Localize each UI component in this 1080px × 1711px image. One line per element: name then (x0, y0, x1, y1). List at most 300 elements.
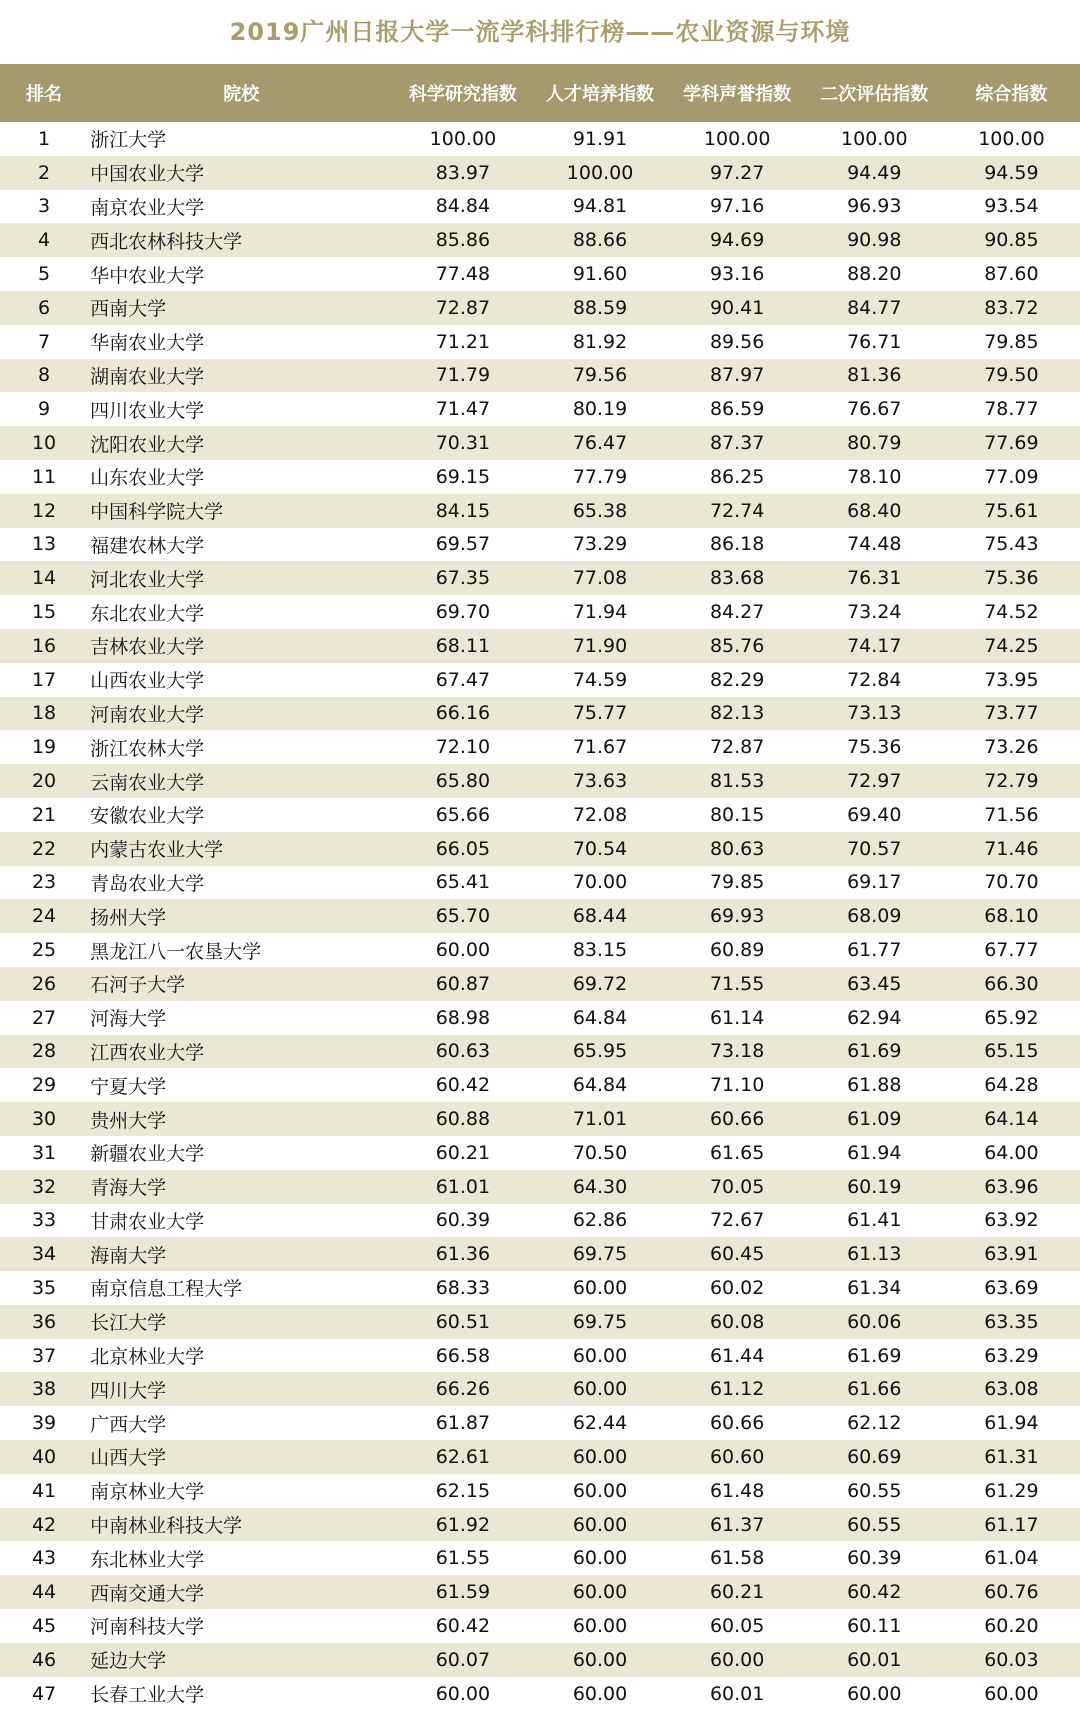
research-cell: 71.47 (435, 398, 491, 421)
school-cell: 扬州大学 (90, 906, 167, 929)
talent-cell: 60.00 (572, 1276, 628, 1299)
overall-cell: 74.52 (984, 601, 1039, 624)
reputation-cell: 85.76 (709, 634, 765, 657)
reputation-cell: 80.63 (709, 837, 765, 860)
rank-cell: 47 (31, 1682, 57, 1705)
overall-cell: 74.25 (984, 634, 1039, 657)
overall-cell: 79.85 (984, 330, 1039, 353)
overall-cell: 61.29 (984, 1479, 1039, 1502)
reputation-cell: 71.55 (709, 972, 765, 995)
rank-cell: 17 (31, 668, 57, 691)
research-cell: 100.00 (429, 127, 497, 150)
research-cell: 60.21 (435, 1141, 491, 1164)
talent-cell: 64.30 (572, 1175, 628, 1198)
research-cell: 65.41 (435, 871, 491, 894)
research-cell: 61.59 (435, 1581, 491, 1604)
school-cell: 吉林农业大学 (90, 636, 205, 659)
school-cell: 青海大学 (90, 1177, 167, 1200)
research-cell: 67.35 (435, 567, 491, 590)
overall-cell: 71.46 (984, 837, 1039, 860)
table-row (0, 156, 1080, 190)
table-row (0, 663, 1080, 697)
rank-cell: 18 (31, 702, 57, 725)
overall-cell: 61.17 (984, 1513, 1039, 1536)
rank-cell: 28 (31, 1040, 57, 1063)
table-row (0, 764, 1080, 798)
talent-cell: 77.79 (572, 465, 628, 488)
overall-cell: 63.35 (984, 1310, 1039, 1333)
secondary-eval-cell: 60.55 (847, 1479, 902, 1502)
reputation-cell: 61.58 (709, 1547, 765, 1570)
research-cell: 71.21 (435, 330, 491, 353)
overall-cell: 61.31 (984, 1445, 1039, 1468)
overall-cell: 73.77 (984, 702, 1039, 725)
talent-cell: 69.75 (572, 1243, 628, 1266)
rank-cell: 27 (31, 1006, 57, 1029)
reputation-cell: 60.66 (709, 1108, 765, 1130)
research-cell: 61.55 (435, 1547, 491, 1570)
secondary-eval-cell: 61.77 (847, 939, 902, 962)
research-cell: 61.01 (435, 1175, 491, 1198)
talent-cell: 62.86 (572, 1209, 628, 1232)
talent-cell: 70.54 (572, 837, 628, 860)
secondary-eval-cell: 76.67 (847, 398, 902, 421)
research-cell: 68.98 (435, 1006, 491, 1029)
table-row (0, 392, 1080, 426)
secondary-eval-cell: 84.77 (847, 296, 902, 319)
secondary-eval-cell: 63.45 (847, 972, 902, 995)
research-cell: 70.31 (435, 432, 491, 455)
talent-cell: 88.66 (572, 229, 628, 252)
research-cell: 61.92 (435, 1513, 491, 1536)
talent-cell: 71.67 (572, 736, 628, 759)
rank-cell: 41 (31, 1479, 57, 1502)
school-cell: 青岛农业大学 (90, 872, 205, 895)
table-row (0, 122, 1080, 156)
school-cell: 东北林业大学 (90, 1548, 205, 1571)
table-row (0, 223, 1080, 257)
talent-cell: 77.08 (572, 567, 628, 590)
talent-cell: 64.84 (572, 1074, 628, 1097)
secondary-eval-cell: 81.36 (847, 364, 902, 387)
research-cell: 60.88 (435, 1108, 491, 1130)
rank-cell: 25 (31, 939, 57, 962)
research-cell: 60.07 (435, 1648, 491, 1671)
school-cell: 西南大学 (90, 298, 167, 321)
overall-cell: 60.76 (984, 1581, 1039, 1604)
overall-cell: 64.00 (984, 1141, 1039, 1164)
school-cell: 长江大学 (90, 1312, 167, 1335)
reputation-cell: 72.67 (709, 1209, 765, 1232)
school-cell: 山西大学 (90, 1447, 167, 1470)
talent-cell: 69.75 (572, 1310, 628, 1333)
secondary-eval-cell: 70.57 (847, 837, 902, 860)
school-cell: 西北农林科技大学 (90, 230, 243, 253)
talent-cell: 79.56 (572, 364, 628, 387)
secondary-eval-cell: 75.36 (847, 736, 902, 759)
overall-cell: 72.79 (984, 770, 1039, 793)
table-row (0, 1508, 1080, 1542)
secondary-eval-cell: 60.42 (847, 1581, 902, 1604)
reputation-cell: 79.85 (709, 871, 765, 894)
rank-cell: 26 (31, 972, 57, 995)
overall-cell: 61.94 (984, 1412, 1039, 1435)
overall-cell: 64.14 (984, 1108, 1039, 1130)
talent-cell: 60.00 (572, 1513, 628, 1536)
reputation-cell: 60.45 (709, 1243, 765, 1266)
school-cell: 贵州大学 (90, 1109, 167, 1132)
research-cell: 61.87 (435, 1412, 491, 1435)
secondary-eval-cell: 61.13 (847, 1243, 902, 1266)
rank-cell: 30 (31, 1108, 57, 1130)
table-row (0, 460, 1080, 494)
research-cell: 69.15 (435, 465, 491, 488)
overall-cell: 100.00 (978, 127, 1045, 150)
rank-cell: 14 (31, 567, 57, 590)
reputation-cell: 70.05 (709, 1175, 765, 1198)
ranking-table (0, 64, 1080, 1710)
talent-cell: 81.92 (572, 330, 628, 353)
rank-cell: 34 (31, 1243, 57, 1266)
table-row (0, 1406, 1080, 1440)
overall-cell: 63.29 (984, 1344, 1039, 1367)
table-row (0, 1474, 1080, 1508)
talent-cell: 65.95 (572, 1040, 628, 1063)
table-row (0, 1001, 1080, 1035)
overall-cell: 63.91 (984, 1243, 1039, 1266)
table-row (0, 1068, 1080, 1102)
overall-cell: 94.59 (984, 161, 1039, 184)
rank-cell: 39 (31, 1412, 57, 1435)
talent-cell: 75.77 (572, 702, 628, 725)
secondary-eval-cell: 60.06 (847, 1310, 902, 1333)
research-cell: 60.00 (435, 939, 491, 962)
school-cell: 中国科学院大学 (90, 501, 224, 524)
research-cell: 60.42 (435, 1614, 491, 1637)
rank-cell: 21 (31, 803, 57, 826)
research-cell: 62.61 (435, 1445, 491, 1468)
talent-cell: 60.00 (572, 1682, 628, 1705)
table-row (0, 1102, 1080, 1136)
reputation-cell: 60.00 (709, 1648, 765, 1671)
school-cell: 长春工业大学 (90, 1684, 205, 1707)
research-cell: 65.66 (435, 803, 491, 826)
secondary-eval-cell: 61.09 (847, 1108, 902, 1130)
rank-cell: 12 (31, 499, 57, 522)
secondary-eval-cell: 96.93 (847, 195, 902, 218)
school-cell: 四川农业大学 (90, 399, 205, 422)
school-cell: 云南农业大学 (90, 771, 205, 794)
school-cell: 江西农业大学 (90, 1041, 205, 1064)
rank-cell: 4 (37, 229, 51, 252)
overall-cell: 66.30 (984, 972, 1039, 995)
secondary-eval-cell: 76.71 (847, 330, 902, 353)
research-cell: 72.87 (435, 296, 491, 319)
talent-cell: 73.63 (572, 770, 628, 793)
reputation-cell: 60.01 (709, 1682, 765, 1705)
research-cell: 60.51 (435, 1310, 491, 1333)
talent-cell: 68.44 (572, 905, 628, 928)
rank-cell: 36 (31, 1310, 57, 1333)
rank-cell: 7 (37, 330, 51, 353)
school-cell: 华南农业大学 (90, 332, 205, 355)
reputation-cell: 61.48 (709, 1479, 765, 1502)
reputation-cell: 86.59 (709, 398, 765, 421)
table-header (0, 64, 1080, 122)
table-row (0, 1136, 1080, 1170)
rank-cell: 13 (31, 533, 57, 556)
research-cell: 60.39 (435, 1209, 491, 1232)
secondary-eval-cell: 60.01 (847, 1648, 902, 1671)
research-cell: 67.47 (435, 668, 491, 691)
header-research-index: 科学研究指数 (408, 84, 517, 105)
school-cell: 延边大学 (90, 1650, 167, 1673)
table-row (0, 1237, 1080, 1271)
reputation-cell: 72.74 (709, 499, 765, 522)
school-cell: 福建农林大学 (90, 534, 205, 557)
school-cell: 西南交通大学 (90, 1582, 205, 1605)
research-cell: 60.63 (435, 1040, 491, 1063)
table-row (0, 1204, 1080, 1238)
school-cell: 内蒙古农业大学 (90, 839, 224, 862)
research-cell: 66.16 (435, 702, 491, 725)
secondary-eval-cell: 61.94 (847, 1141, 902, 1164)
reputation-cell: 72.87 (709, 736, 765, 759)
overall-cell: 63.08 (984, 1378, 1039, 1401)
school-cell: 河海大学 (90, 1008, 167, 1031)
secondary-eval-cell: 73.24 (847, 601, 902, 624)
secondary-eval-cell: 73.13 (847, 702, 902, 725)
school-cell: 华中农业大学 (90, 264, 205, 287)
reputation-cell: 71.10 (709, 1074, 765, 1097)
header-row (0, 64, 1080, 122)
research-cell: 85.86 (435, 229, 491, 252)
reputation-cell: 60.66 (709, 1412, 765, 1435)
table-row (0, 798, 1080, 832)
table-row (0, 967, 1080, 1001)
table-body (0, 122, 1080, 1710)
rank-cell: 42 (31, 1513, 57, 1536)
overall-cell: 73.26 (984, 736, 1039, 759)
table-row (0, 1170, 1080, 1204)
talent-cell: 91.91 (572, 127, 628, 150)
reputation-cell: 93.16 (709, 263, 765, 286)
secondary-eval-cell: 68.40 (847, 499, 902, 522)
school-cell: 中国农业大学 (90, 163, 205, 186)
reputation-cell: 83.68 (709, 567, 765, 590)
table-row (0, 1541, 1080, 1575)
rank-cell: 5 (37, 263, 51, 286)
overall-cell: 78.77 (984, 398, 1039, 421)
research-cell: 60.00 (435, 1682, 491, 1705)
overall-cell: 75.61 (984, 499, 1039, 522)
reputation-cell: 86.18 (709, 533, 765, 556)
school-cell: 北京林业大学 (90, 1346, 205, 1369)
reputation-cell: 89.56 (709, 330, 765, 353)
overall-cell: 73.95 (984, 668, 1039, 691)
secondary-eval-cell: 90.98 (847, 229, 902, 252)
secondary-eval-cell: 62.94 (847, 1006, 902, 1029)
school-cell: 宁夏大学 (90, 1075, 167, 1098)
rank-cell: 11 (31, 465, 57, 488)
table-row (0, 1643, 1080, 1677)
table-row (0, 494, 1080, 528)
table-row (0, 190, 1080, 224)
secondary-eval-cell: 94.49 (847, 161, 902, 184)
talent-cell: 76.47 (572, 432, 628, 455)
reputation-cell: 87.37 (709, 432, 765, 455)
talent-cell: 60.00 (572, 1378, 628, 1401)
table-row (0, 595, 1080, 629)
rank-cell: 37 (31, 1344, 57, 1367)
reputation-cell: 84.27 (709, 601, 765, 624)
page-title: 2019广州日报大学一流学科排行榜——农业资源与环境 (229, 18, 851, 46)
rank-cell: 40 (31, 1445, 57, 1468)
school-cell: 湖南农业大学 (90, 365, 205, 388)
talent-cell: 70.50 (572, 1141, 628, 1164)
header-talent-index: 人才培养指数 (546, 84, 655, 105)
school-cell: 沈阳农业大学 (90, 433, 205, 456)
header-rank: 排名 (26, 84, 63, 105)
overall-cell: 63.96 (984, 1175, 1039, 1198)
table-row (0, 1271, 1080, 1305)
school-cell: 南京林业大学 (90, 1481, 205, 1504)
overall-cell: 60.00 (984, 1682, 1039, 1705)
header-school: 院校 (223, 84, 260, 105)
secondary-eval-cell: 72.84 (847, 668, 902, 691)
rank-cell: 19 (31, 736, 57, 759)
overall-cell: 71.56 (984, 803, 1039, 826)
secondary-eval-cell: 61.69 (847, 1344, 902, 1367)
secondary-eval-cell: 78.10 (847, 465, 902, 488)
reputation-cell: 61.14 (709, 1006, 765, 1029)
talent-cell: 62.44 (572, 1412, 628, 1435)
research-cell: 72.10 (435, 736, 491, 759)
table-row (0, 1035, 1080, 1069)
overall-cell: 87.60 (984, 263, 1039, 286)
table-row (0, 257, 1080, 291)
rank-cell: 10 (31, 432, 57, 455)
overall-cell: 63.69 (984, 1276, 1039, 1299)
overall-cell: 60.20 (984, 1614, 1039, 1637)
secondary-eval-cell: 69.17 (847, 871, 902, 894)
secondary-eval-cell: 61.34 (847, 1276, 902, 1299)
reputation-cell: 60.08 (709, 1310, 765, 1333)
overall-cell: 65.92 (984, 1006, 1039, 1029)
overall-cell: 75.43 (984, 533, 1039, 556)
research-cell: 68.11 (435, 634, 491, 657)
reputation-cell: 60.02 (709, 1276, 765, 1299)
talent-cell: 73.29 (572, 533, 628, 556)
talent-cell: 100.00 (566, 161, 634, 184)
secondary-eval-cell: 61.69 (847, 1040, 902, 1063)
reputation-cell: 80.15 (709, 803, 765, 826)
talent-cell: 64.84 (572, 1006, 628, 1029)
secondary-eval-cell: 60.55 (847, 1513, 902, 1536)
school-cell: 广西大学 (90, 1413, 167, 1436)
research-cell: 66.26 (435, 1378, 491, 1401)
secondary-eval-cell: 61.41 (847, 1209, 902, 1232)
secondary-eval-cell: 60.11 (847, 1614, 902, 1637)
rank-cell: 6 (37, 296, 51, 319)
rank-cell: 43 (31, 1547, 57, 1570)
overall-cell: 93.54 (984, 195, 1039, 218)
secondary-eval-cell: 61.88 (847, 1074, 902, 1097)
table-row (0, 561, 1080, 595)
secondary-eval-cell: 69.40 (847, 803, 902, 826)
header-reputation-index: 学科声誉指数 (683, 84, 792, 105)
research-cell: 61.36 (435, 1243, 491, 1266)
rank-cell: 1 (37, 127, 51, 150)
talent-cell: 60.00 (572, 1581, 628, 1604)
rank-cell: 44 (31, 1581, 57, 1604)
secondary-eval-cell: 60.19 (847, 1175, 902, 1198)
talent-cell: 60.00 (572, 1614, 628, 1637)
research-cell: 60.87 (435, 972, 491, 995)
school-cell: 浙江农林大学 (90, 737, 205, 760)
reputation-cell: 87.97 (709, 364, 765, 387)
secondary-eval-cell: 60.00 (847, 1682, 902, 1705)
reputation-cell: 61.65 (709, 1141, 765, 1164)
reputation-cell: 61.12 (709, 1378, 765, 1401)
school-cell: 河北农业大学 (90, 568, 205, 591)
talent-cell: 71.94 (572, 601, 628, 624)
rank-cell: 33 (31, 1209, 57, 1232)
reputation-cell: 60.05 (709, 1614, 765, 1637)
rank-cell: 22 (31, 837, 57, 860)
school-cell: 四川大学 (90, 1379, 167, 1402)
table-row (0, 359, 1080, 393)
talent-cell: 88.59 (572, 296, 628, 319)
table-row (0, 426, 1080, 460)
school-cell: 新疆农业大学 (90, 1143, 205, 1166)
talent-cell: 60.00 (572, 1648, 628, 1671)
rank-cell: 8 (37, 364, 51, 387)
talent-cell: 60.00 (572, 1479, 628, 1502)
research-cell: 68.33 (435, 1276, 491, 1299)
talent-cell: 70.00 (572, 871, 628, 894)
rank-cell: 20 (31, 770, 57, 793)
secondary-eval-cell: 60.69 (847, 1445, 902, 1468)
reputation-cell: 60.21 (709, 1581, 765, 1604)
research-cell: 83.97 (435, 161, 491, 184)
research-cell: 77.48 (435, 263, 491, 286)
research-cell: 62.15 (435, 1479, 491, 1502)
school-cell: 山东农业大学 (90, 467, 205, 490)
rank-cell: 24 (31, 905, 57, 928)
overall-cell: 65.15 (984, 1040, 1039, 1063)
secondary-eval-cell: 72.97 (847, 770, 902, 793)
rank-cell: 31 (31, 1141, 57, 1164)
rank-cell: 35 (31, 1276, 57, 1299)
school-cell: 安徽农业大学 (90, 805, 205, 828)
table-row (0, 1609, 1080, 1643)
school-cell: 河南农业大学 (90, 703, 205, 726)
table-row (0, 528, 1080, 562)
rank-cell: 29 (31, 1074, 57, 1097)
secondary-eval-cell: 74.48 (847, 533, 902, 556)
rank-cell: 38 (31, 1378, 57, 1401)
talent-cell: 83.15 (572, 939, 628, 962)
talent-cell: 60.00 (572, 1547, 628, 1570)
table-row (0, 1677, 1080, 1711)
school-cell: 南京信息工程大学 (90, 1278, 243, 1301)
research-cell: 60.42 (435, 1074, 491, 1097)
reputation-cell: 97.27 (709, 161, 765, 184)
research-cell: 65.70 (435, 905, 491, 928)
rank-cell: 3 (37, 195, 51, 218)
table-row (0, 291, 1080, 325)
